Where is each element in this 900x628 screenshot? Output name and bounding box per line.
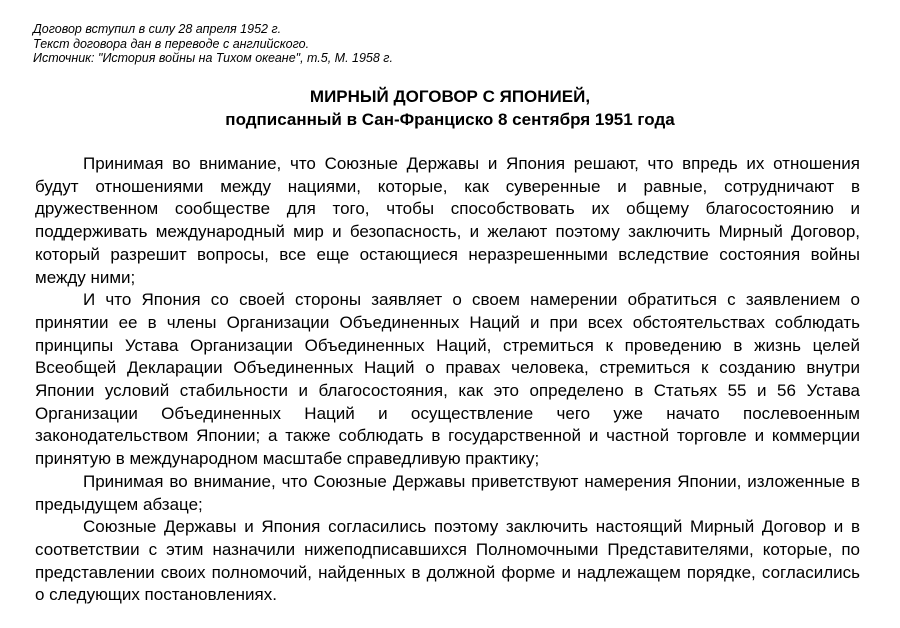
document-body [35,153,860,607]
note-source: Источник: "История войны на Тихом океане", т.5, М. 1958 г. [33,51,393,65]
paragraph-4: Союзные Державы и Япония согласились поэтому заключить настоящий Мирный Договор и в соответствии с этим назначили нижеподписавшихся Полномочными Представителями, которые, по представлении своих полномочий, найденных в должной форме и надлежащем порядке, согласились о следующих постановлениях. [35,517,860,605]
note-translation: Текст договора дан в переводе с английского. [33,36,310,51]
note-effective-date: Договор вступил в силу 28 апреля 1952 г. [33,22,282,36]
paragraph-3: Принимая во внимание, что Союзные Державы приветствуют намерения Японии, изложенные в предыдущем абзаце; [35,471,860,514]
paragraph-2: И что Япония со своей стороны заявляет о своем намерении обратиться с заявлением о принятии ее в члены Организации Объединенных Наций и при всех обстоятельствах соблюдать принципы Устава Организации Объединенных Наций, стремиться к проведению в жизнь целей Всеобщей Декларации Объединенных Наций о правах человека, стремиться к созданию внутри Японии условий стабильности и благосостояния, как это определено в Статьях 55 и 56 Устава Организации Объединенных Наций и осуществление чего уже начато послевоенным законодательством Японии; а также соблюдать в государственной и частной торговле и коммерции принятую в международном масштабе справедливую практику; [35,290,860,469]
paragraph-1: Принимая во внимание, что Союзные Державы и Япония решают, что впредь их отношения будут отношениями между нациями, которые, как суверенные и равные, сотрудничают в дружественном сообществе для того, чтобы способствовать их общему благосостоянию и поддерживать международный мир и безопасность, и желают поэтому заключить Мирный Договор, который разрешит вопросы, все еще остающиеся неразрешенными вследствие состояния войны между ними; [35,154,860,287]
document-title: МИРНЫЙ ДОГОВОР С ЯПОНИЕЙ, [309,87,591,106]
header-notes [33,22,393,66]
document-subtitle: подписанный в Сан-Франциско 8 сентября 1951 года [225,110,675,129]
